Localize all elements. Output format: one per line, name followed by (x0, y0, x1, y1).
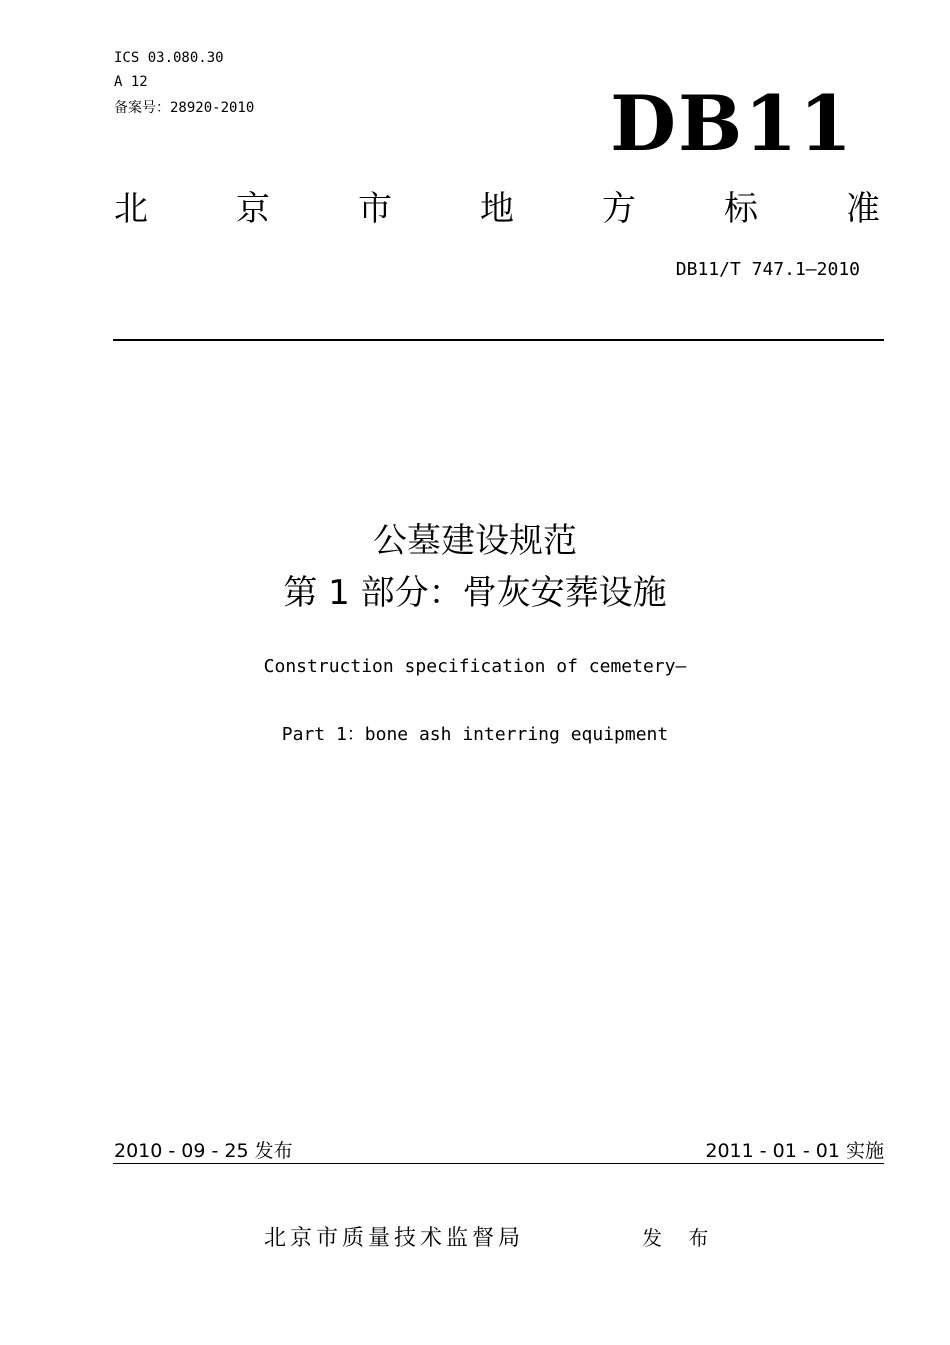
record-number: 备案号：28920-2010 (114, 100, 255, 116)
ics-code: ICS 03.080.30 (114, 50, 224, 66)
issuing-authority: 北京市质量技术监督局 (264, 1226, 525, 1251)
title-cn-line1: 公墓建设规范 (373, 521, 577, 561)
standard-type-char: 准 (846, 189, 880, 229)
standard-type-char: 地 (480, 189, 514, 229)
standard-type-heading (114, 184, 880, 234)
title-cn-line2: 第 1 部分：骨灰安葬设施 (283, 573, 667, 613)
standard-type-char: 标 (724, 189, 758, 229)
title-en-line1: Construction specification of cemetery— (263, 656, 687, 677)
standard-type-char: 京 (236, 189, 270, 229)
title-en-line2: Part 1：bone ash interring equipment (281, 724, 669, 745)
issue-label: 发 布 (642, 1226, 719, 1250)
db11-logo: DB11 (610, 79, 854, 168)
standard-type-char: 北 (114, 189, 148, 229)
publish-date: 2010 - 09 - 25 发布 (114, 1140, 293, 1162)
standard-type-char: 方 (602, 189, 636, 229)
footer-divider (113, 1163, 884, 1164)
header-divider (113, 339, 884, 341)
standard-number: DB11/T 747.1—2010 (675, 259, 860, 280)
standard-type-char: 市 (358, 189, 392, 229)
implement-date: 2011 - 01 - 01 实施 (705, 1140, 884, 1162)
ccs-code: A 12 (114, 74, 148, 90)
